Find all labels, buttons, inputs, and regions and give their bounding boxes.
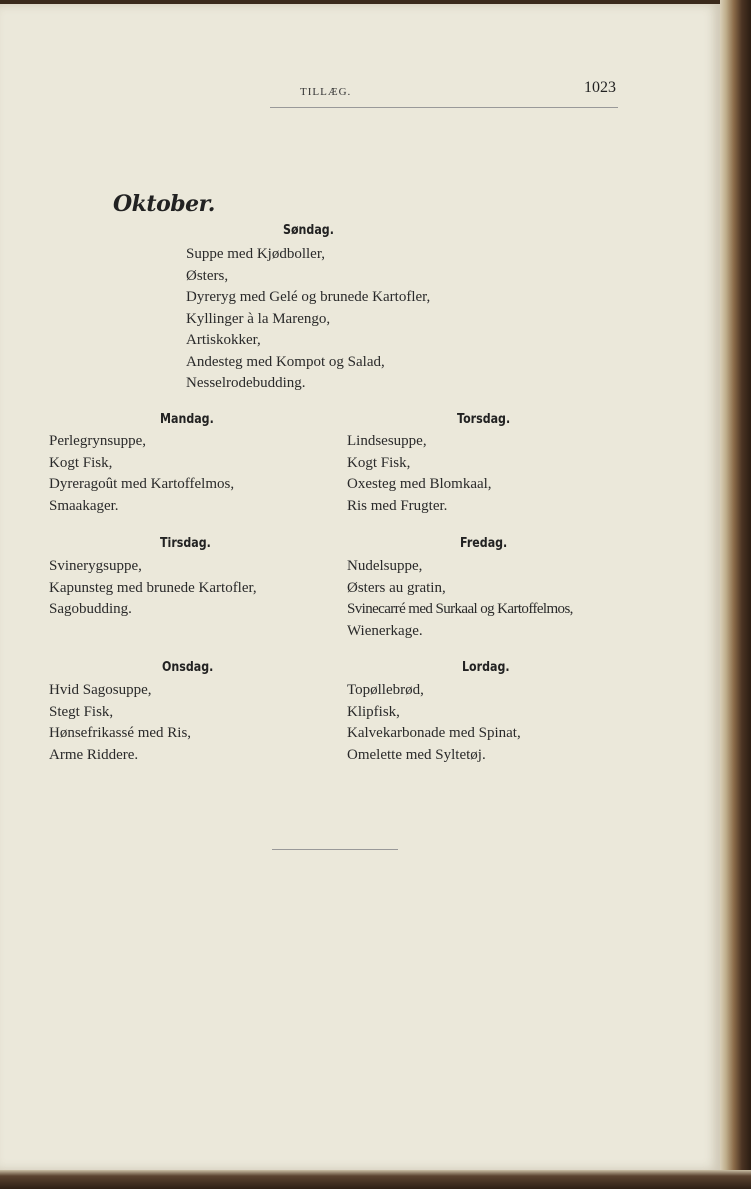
menu-item: Artiskokker, — [186, 332, 261, 348]
menu-item: Klipfisk, — [347, 703, 400, 720]
menu-item: Topøllebrød, — [347, 682, 424, 698]
menu-item: Arme Riddere. — [49, 746, 139, 763]
header-rule — [270, 107, 618, 108]
menu-item: Nesselrodebudding. — [186, 375, 306, 391]
day-heading-torsdag: Torsdag. — [457, 412, 511, 427]
menu-item: Svinecarré med Surkaal og Kartoffelmos, — [347, 601, 573, 617]
day-heading-mandag: Mandag. — [160, 412, 214, 427]
menu-item: Hvid Sagosuppe, — [49, 682, 152, 698]
day-heading-tirsdag: Tirsdag. — [160, 536, 211, 551]
menu-item: Østers au gratin, — [347, 579, 446, 596]
menu-item: Kyllinger à la Marengo, — [186, 310, 331, 327]
menu-item: Dyreryg med Gelé og brunede Kartofler, — [186, 289, 431, 305]
menu-list-mandag — [49, 431, 234, 517]
menu-item: Sagobudding. — [49, 601, 132, 617]
menu-list-lordag — [347, 680, 521, 766]
menu-list-sondag — [186, 244, 430, 395]
menu-item: Nudelsuppe, — [347, 558, 423, 574]
menu-item: Hønsefrikassé med Ris, — [49, 725, 192, 741]
menu-item: Stegt Fisk, — [49, 703, 114, 720]
book-bottom-edge — [0, 1170, 751, 1189]
menu-list-tirsdag — [49, 556, 257, 621]
menu-item: Wienerkage. — [347, 622, 423, 639]
page-number: 1023 — [584, 79, 616, 96]
menu-item: Omelette med Syltetøj. — [347, 746, 486, 763]
day-heading-sondag: Søndag. — [283, 223, 334, 238]
day-heading-lordag: Lordag. — [462, 660, 510, 675]
menu-item: Østers, — [186, 267, 229, 284]
menu-item: Oxesteg med Blomkaal, — [347, 476, 492, 492]
menu-item: Ris med Frugter. — [347, 497, 448, 514]
menu-item: Perlegrynsuppe, — [49, 433, 147, 449]
menu-item: Kogt Fisk, — [347, 454, 411, 471]
menu-item: Smaakager. — [49, 497, 119, 514]
book-spine — [720, 0, 751, 1189]
menu-item: Dyreragoût med Kartoffelmos, — [49, 476, 235, 492]
menu-item: Lindsesuppe, — [347, 433, 427, 449]
footer-rule — [272, 849, 398, 850]
month-title: Oktober. — [113, 191, 215, 217]
menu-item: Svinerygsuppe, — [49, 558, 142, 574]
menu-item: Kalvekarbonade med Spinat, — [347, 725, 521, 741]
menu-item: Kogt Fisk, — [49, 454, 113, 471]
running-header: TILLÆG. — [300, 86, 352, 98]
menu-item: Andesteg med Kompot og Salad, — [186, 353, 385, 370]
menu-list-torsdag — [347, 431, 492, 517]
menu-item: Kapunsteg med brunede Kartofler, — [49, 579, 257, 596]
day-heading-fredag: Fredag. — [460, 536, 508, 551]
menu-list-fredag — [347, 556, 573, 642]
menu-list-onsdag — [49, 680, 191, 766]
day-heading-onsdag: Onsdag. — [162, 660, 214, 675]
menu-item: Suppe med Kjødboller, — [186, 246, 325, 262]
